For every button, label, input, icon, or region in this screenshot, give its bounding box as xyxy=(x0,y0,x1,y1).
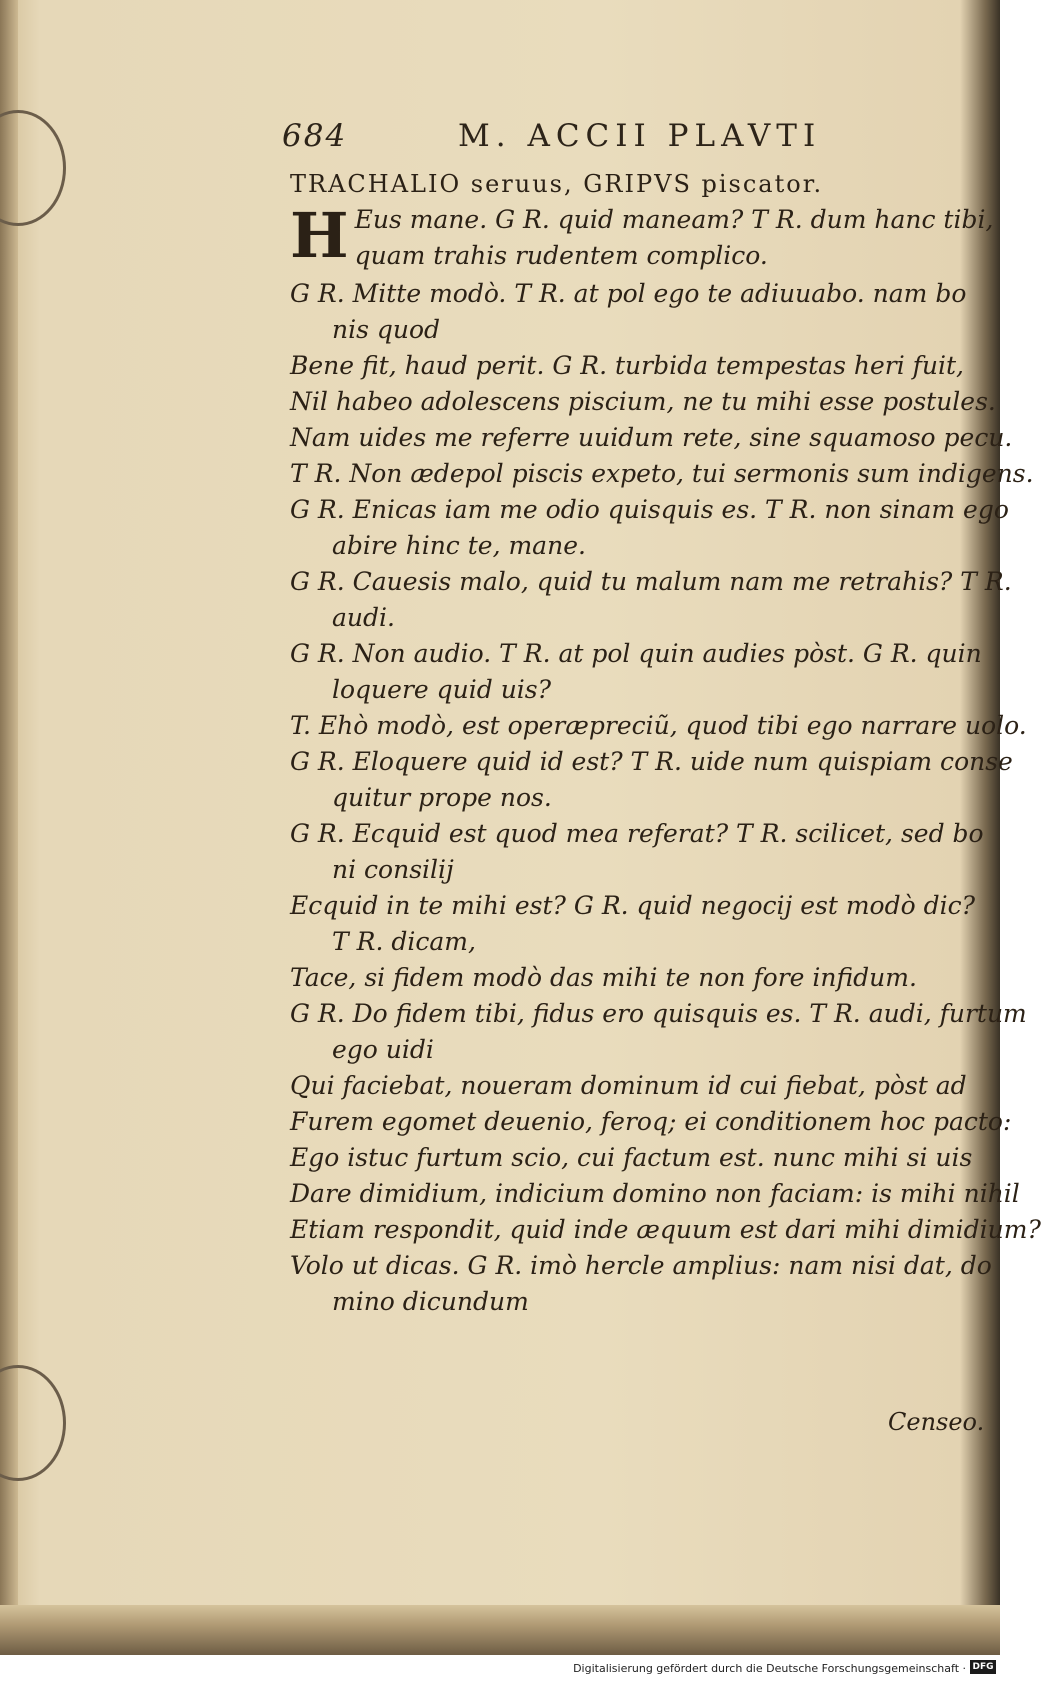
text-lines xyxy=(290,278,1041,1322)
text-line: audi. xyxy=(332,603,395,632)
drop-cap: H xyxy=(290,199,349,272)
text-line: T. Ehò modò, est operæpreciũ, quod tibi ego narrare uolo. xyxy=(290,711,1027,740)
catchword: Censeo. xyxy=(888,1408,985,1436)
text-line: Qui faciebat, noueram dominum id cui fiebat, pòst ad xyxy=(290,1071,967,1100)
text-line: G R. Enicas iam me odio quisquis es. T R. non sinam ego xyxy=(290,495,1009,524)
text-line: G R. Cauesis malo, quid tu malum nam me retrahis? T R. xyxy=(290,567,1012,596)
page-edge xyxy=(0,1605,1000,1655)
text-line: Nam uides me referre uuidum rete, sine squamoso pecu. xyxy=(290,423,1013,452)
text-line: Volo ut dicas. G R. imò hercle amplius: nam nisi dat, do xyxy=(290,1251,992,1280)
text-line: Tace, si fidem modò das mihi te non fore infidum. xyxy=(290,963,917,992)
text-line: ni consilij xyxy=(332,855,454,884)
page-number: 684 xyxy=(282,118,348,154)
text-line: Etiam respondit, quid inde æquum est dari mihi dimidium? xyxy=(290,1215,1041,1244)
text-line: Bene fit, haud perit. G R. turbida tempestas heri fuit, xyxy=(290,351,964,380)
text-line: T R. Non ædepol piscis expeto, tui sermonis sum indigens. xyxy=(290,459,1034,488)
opening-line xyxy=(290,199,994,278)
text-line: quam trahis rudentem complico. xyxy=(354,241,768,270)
text-line: Ecquid in te mihi est? G R. quid negocij est modò dic? xyxy=(290,891,976,920)
text-line: quitur prope nos. xyxy=(332,783,552,812)
speakers-heading: TRACHALIO seruus, GRIPVS piscator. xyxy=(290,170,824,198)
text-line: Furem egomet deuenio, feroq; ei conditionem hoc pacto: xyxy=(290,1107,1012,1136)
binding-clip-bottom xyxy=(0,1365,66,1481)
text-line: mino dicundum xyxy=(332,1287,529,1316)
play-text xyxy=(290,168,1041,1322)
text-line: Eus mane. G R. quid maneam? T R. dum hanc tibi, xyxy=(354,205,994,234)
text-line: G R. Mitte modò. T R. at pol ego te adiuuabo. nam bo xyxy=(290,279,967,308)
text-line: G R. Non audio. T R. at pol quin audies pòst. G R. quin xyxy=(290,639,982,668)
text-line: loquere quid uis? xyxy=(332,675,552,704)
text-line: nis quod xyxy=(332,315,441,344)
funding-credit: Digitalisierung gefördert durch die Deutsche Forschungsgemeinschaft · xyxy=(573,1662,966,1675)
text-line: G R. Do fidem tibi, fidus ero quisquis es. T R. audi, furtum xyxy=(290,999,1027,1028)
text-line: Dare dimidium, indicium domino non faciam: is mihi nihil xyxy=(290,1179,1020,1208)
binding-clip-top xyxy=(0,110,66,226)
text-line: ego uidi xyxy=(332,1035,434,1064)
running-head xyxy=(282,118,902,158)
digitization-footer xyxy=(0,1655,1000,1681)
text-line: T R. dicam, xyxy=(332,927,476,956)
text-line: abire hinc te, mane. xyxy=(332,531,586,560)
text-line: Ego istuc furtum scio, cui factum est. nunc mihi si uis xyxy=(290,1143,973,1172)
text-line: G R. Eloquere quid id est? T R. uide num quispiam conse xyxy=(290,747,1013,776)
header-title: M. ACCII PLAVTI xyxy=(458,118,822,154)
text-line: Nil habeo adolescens piscium, ne tu mihi esse postules. xyxy=(290,387,996,416)
text-line: G R. Ecquid est quod mea referat? T R. scilicet, sed bo xyxy=(290,819,984,848)
dfg-logo: DFG xyxy=(970,1660,996,1674)
